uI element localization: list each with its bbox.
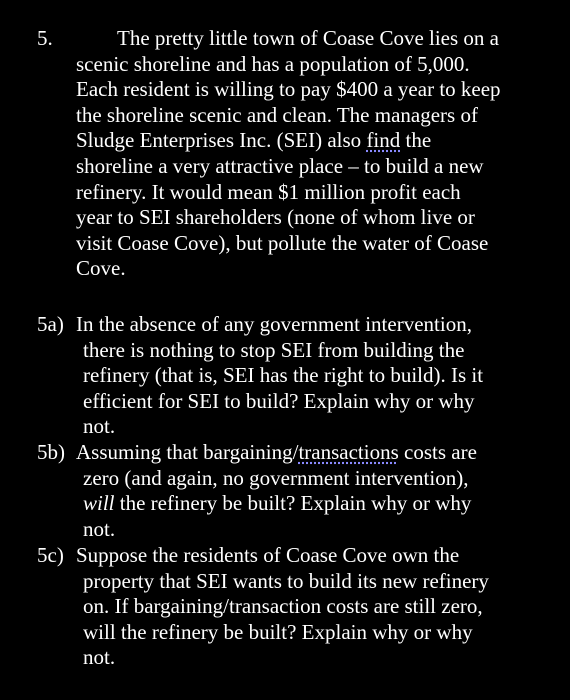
question-line: will the refinery be built? Explain why or why (83, 619, 473, 644)
question-line (83, 491, 549, 517)
statement-line: year to SEI shareholders (none of whom live or (76, 205, 475, 230)
statement-line: scenic shoreline and has a population of 5,000. (76, 51, 470, 76)
question-line: In the absence of any government intervention, (76, 312, 472, 336)
question-line: not. (83, 516, 116, 541)
part-question (76, 312, 549, 440)
spellcheck-word: find (366, 128, 401, 153)
part-question (76, 440, 549, 542)
statement-line: the shoreline scenic and clean. The managers of (76, 102, 478, 127)
emphasis-text: will (83, 491, 115, 516)
statement-text: the (400, 128, 432, 153)
question-text: the refinery be built? Explain why or why (114, 491, 472, 516)
statement-line: Each resident is willing to pay $400 a year to keep (76, 77, 501, 102)
part-label: 5b) (37, 440, 65, 464)
part-question (76, 543, 549, 671)
statement-line: refinery. It would mean $1 million profit each (76, 179, 461, 204)
statement-text: Sludge Enterprises Inc. (SEI) also (76, 128, 367, 153)
statement-line: visit Coase Cove), but pollute the water of Coase (76, 230, 489, 255)
problem-statement (76, 26, 546, 282)
question-line: refinery (that is, SEI has the right to build). Is it (83, 363, 484, 388)
question-line (76, 440, 549, 466)
part-label: 5c) (37, 543, 64, 567)
spellcheck-word: transactions (298, 440, 399, 464)
question-text: costs are (398, 440, 477, 464)
part-label: 5a) (37, 312, 64, 336)
statement-line: shoreline a very attractive place – to build a new (76, 153, 484, 178)
question-line: efficient for SEI to build? Explain why or why (83, 388, 475, 413)
question-line: on. If bargaining/transaction costs are still zero, (83, 594, 483, 619)
problem-number: 5. (37, 26, 53, 50)
question-line: there is nothing to stop SEI from building the (83, 337, 465, 362)
statement-line: The pretty little town of Coase Cove lies on a (117, 26, 499, 50)
statement-line: Cove. (76, 256, 126, 281)
question-line: zero (and again, no government intervention), (83, 465, 469, 490)
question-line: not. (83, 414, 116, 439)
question-text: Assuming that bargaining/ (76, 440, 299, 464)
question-line: not. (83, 645, 116, 670)
statement-line (76, 128, 546, 154)
question-line: Suppose the residents of Coase Cove own the (76, 543, 460, 567)
question-line: property that SEI wants to build its new refinery (83, 568, 489, 593)
